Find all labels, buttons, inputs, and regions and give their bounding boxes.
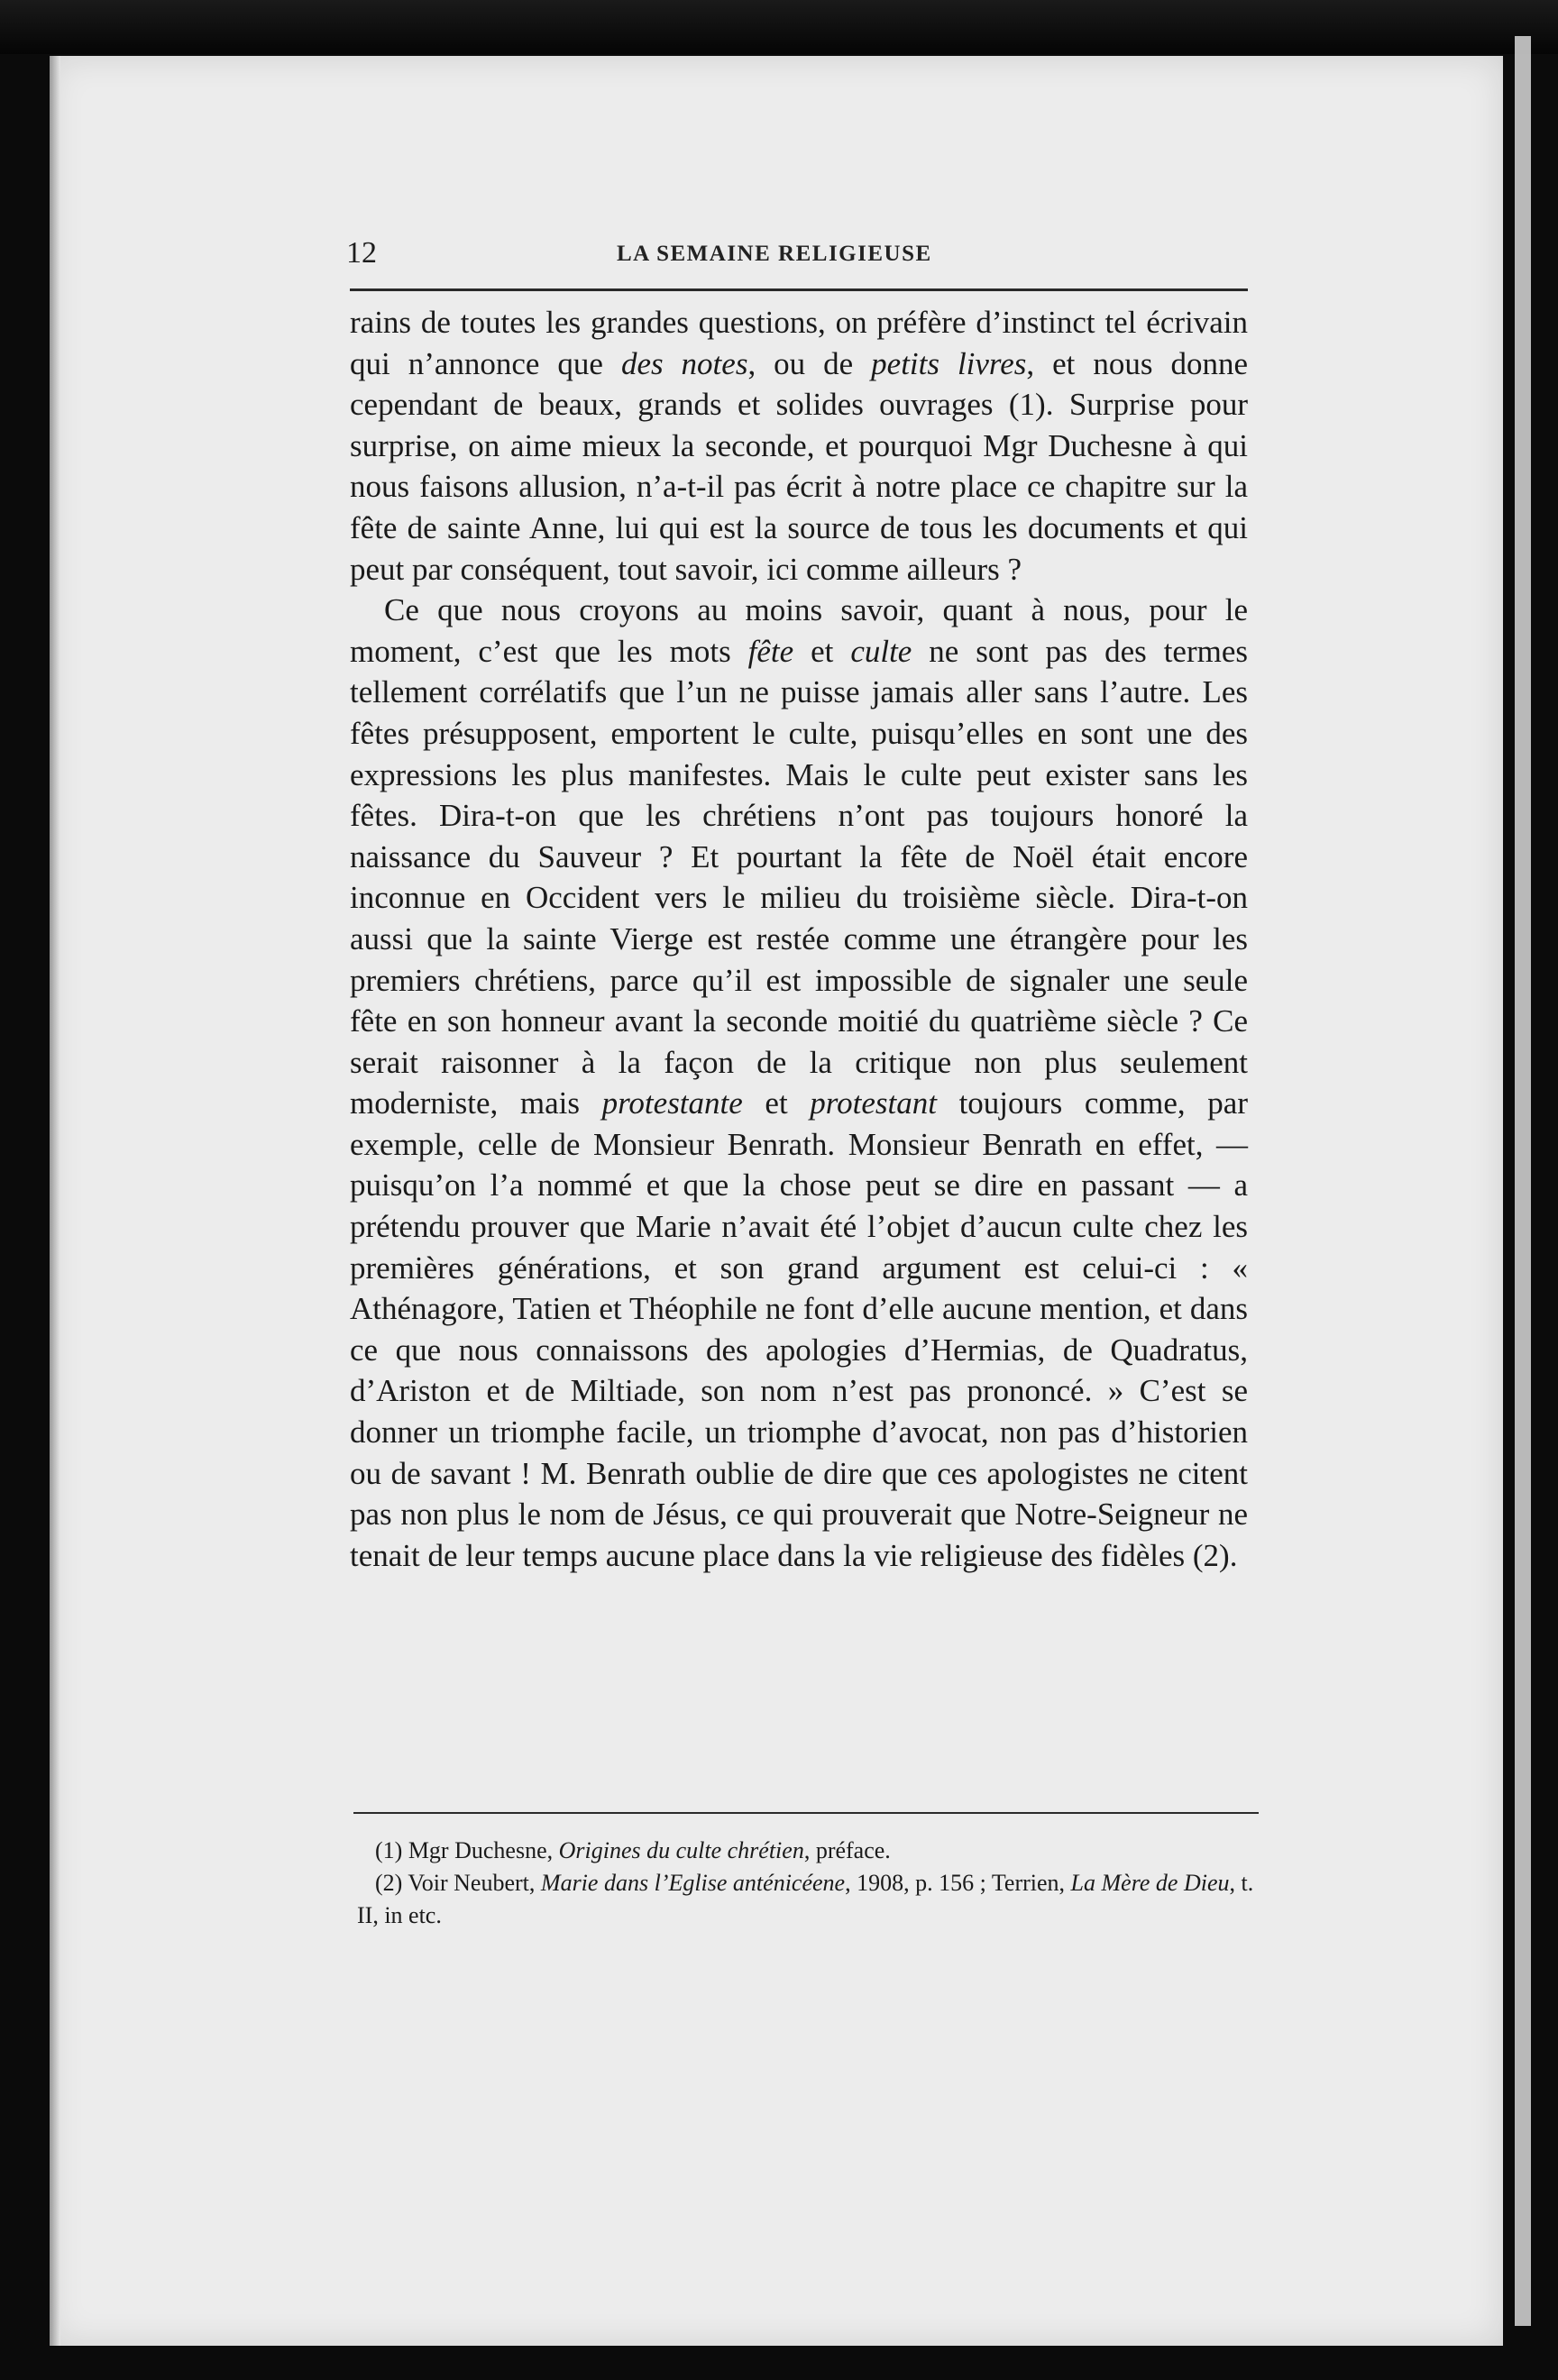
- footnote: [357, 1867, 1259, 1932]
- italic-run: La Mère de Dieu: [1070, 1870, 1230, 1896]
- paragraph: [350, 590, 1248, 1576]
- italic-run: Marie dans l’Eglise anténicéene: [540, 1870, 846, 1896]
- italic-run: protestante: [601, 1085, 743, 1121]
- scan-top-border: [0, 0, 1558, 54]
- italic-run: Origines du culte chrétien: [558, 1837, 804, 1863]
- text-run: et: [742, 1085, 811, 1121]
- page-right-edge: [1515, 36, 1531, 2326]
- text-run: Ce que nous croyons au moins savoir, quant à nous, pour le moment, c’est que les mots: [350, 592, 1248, 669]
- italic-run: protestant: [810, 1085, 937, 1121]
- body-text: [350, 302, 1248, 1576]
- text-run: et: [793, 633, 851, 669]
- text-run: , 1908, p. 156 ; Terrien,: [845, 1870, 1071, 1896]
- italic-run: des notes: [620, 345, 748, 381]
- page-binding-edge: [50, 56, 60, 2346]
- italic-run: fête: [747, 633, 794, 669]
- header-rule: [350, 288, 1248, 291]
- running-head: [346, 236, 1248, 281]
- text-run: , préface.: [803, 1837, 891, 1863]
- text-run: (1) Mgr Duchesne,: [375, 1837, 559, 1863]
- page-number: 12: [346, 236, 377, 270]
- italic-run: culte: [850, 633, 912, 669]
- footnote-rule: [353, 1812, 1259, 1814]
- text-run: ne sont pas des termes tellement corrélatifs que l’un ne puisse jamais aller sans l’autre. Les fêtes présupposent, emportent le culte, puisqu’elles en sont une des expressions les plus manifestes. Mais le culte peut exister sans les fêtes. Dira-t-on que les chrétiens n’ont pas toujours honoré la naissance du Sauveur ? Et pourtant la fête de Noël était encore inconnue en Occident vers le milieu du troisième siècle. Dira-t-on aussi que la sainte Vierge est restée comme une étrangère pour les premiers chrétiens, parce qu’il est impossible de signaler une seule fête en son honneur avant la seconde moitié du quatrième siècle ? Ce serait raisonner à la façon de la critique non plus seulement moderniste, mais: [350, 633, 1248, 1121]
- text-run: , et nous donne cependant de beaux, grands et solides ouvrages (1). Surprise pour surprise, on aime mieux la seconde, et pourquoi Mgr Duchesne à qui nous faisons allusion, n’a-t-il pas écrit à notre place ce chapitre sur la fête de sainte Anne, lui qui est la source de tous les documents et qui peut par conséquent, tout savoir, ici comme ailleurs ?: [350, 345, 1248, 587]
- footnote: [357, 1835, 1259, 1867]
- running-title: LA SEMAINE RELIGIEUSE: [617, 242, 932, 266]
- text-run: rains de toutes les grandes questions, on préfère d’instinct tel écrivain qui n’annonce que: [350, 305, 1248, 381]
- text-run: , t. II, in etc.: [357, 1870, 1254, 1928]
- text-run: (2) Voir Neubert,: [375, 1870, 541, 1896]
- footnotes: [357, 1835, 1259, 1932]
- text-run: toujours comme, par exemple, celle de Monsieur Benrath. Monsieur Benrath en effet, — puisqu’on l’a nommé et que la chose peut se dire en passant — a prétendu prouver que Marie n’avait été l’objet d’aucun culte chez les premières générations, et son grand argument est celui-ci : « Athénagore, Tatien et Théophile ne font d’elle aucune mention, et dans ce que nous connaissons des apologies d’Hermias, de Quadratus, d’Ariston et de Miltiade, son nom n’est pas prononcé. » C’est se donner un triomphe facile, un triomphe d’avocat, non pas d’historien ou de savant ! M. Benrath oublie de dire que ces apologistes ne citent pas non plus le nom de Jésus, ce qui prouverait que Notre-Seigneur ne tenait de leur temps aucune place dans la vie religieuse des fidèles (2).: [350, 1085, 1248, 1573]
- italic-run: petits livres: [871, 345, 1027, 381]
- text-run: , ou de: [747, 345, 872, 381]
- paragraph: [350, 302, 1248, 590]
